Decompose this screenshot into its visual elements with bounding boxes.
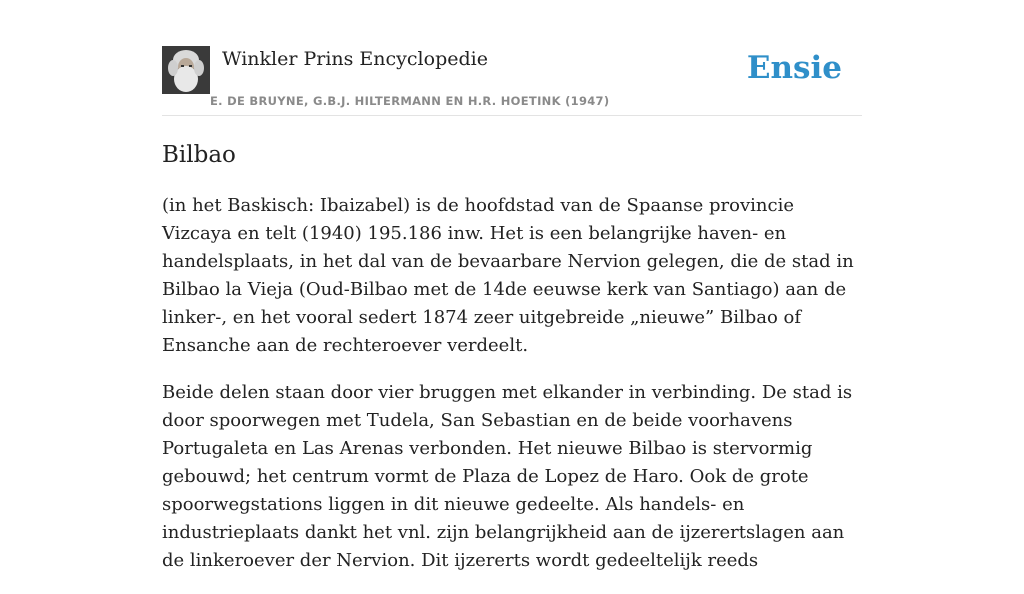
article-title: Bilbao bbox=[162, 142, 236, 168]
author-portrait-icon[interactable] bbox=[162, 46, 210, 94]
source-authors: E. DE BRUYNE, G.B.J. HILTERMANN EN H.R. HOETINK (1947) bbox=[210, 94, 610, 108]
article-paragraph: (in het Baskisch: Ibaizabel) is de hoofdstad van de Spaanse provincie Vizcaya en telt (1940) 195.186 inw. Het is een belangrijke haven- en handelsplaats, in het dal van de bevaarbare Nervion gelegen, die de stad in Bilbao la Vieja (Oud-Bilbao met de 14de eeuwse kerk van Santiago) aan de linker-, en het vooral sedert 1874 zeer uitgebreide „nieuwe” Bilbao of Ensanche aan de rechteroever verdeelt. bbox=[162, 195, 854, 356]
article-body bbox=[162, 192, 862, 594]
source-title[interactable]: Winkler Prins Encyclopedie bbox=[222, 48, 488, 70]
source-header bbox=[162, 44, 862, 116]
ensie-logo[interactable]: Ensie bbox=[746, 50, 842, 86]
article-paragraph: Beide delen staan door vier bruggen met elkander in verbinding. De stad is door spoorwegen met Tudela, San Sebastian en de beide voorhavens Portugaleta en Las Arenas verbonden. Het nieuwe Bilbao is stervormig gebouwd; het centrum vormt de Plaza de Lopez de Haro. Ook de grote spoorwegstations liggen in dit nieuwe gedeelte. Als handels- en industrieplaats dankt het vnl. zijn belangrijkheid aan de ijzerertslagen aan de linkeroever der Nervion. Dit ijzererts wordt gedeeltelijk reeds bbox=[162, 382, 853, 571]
